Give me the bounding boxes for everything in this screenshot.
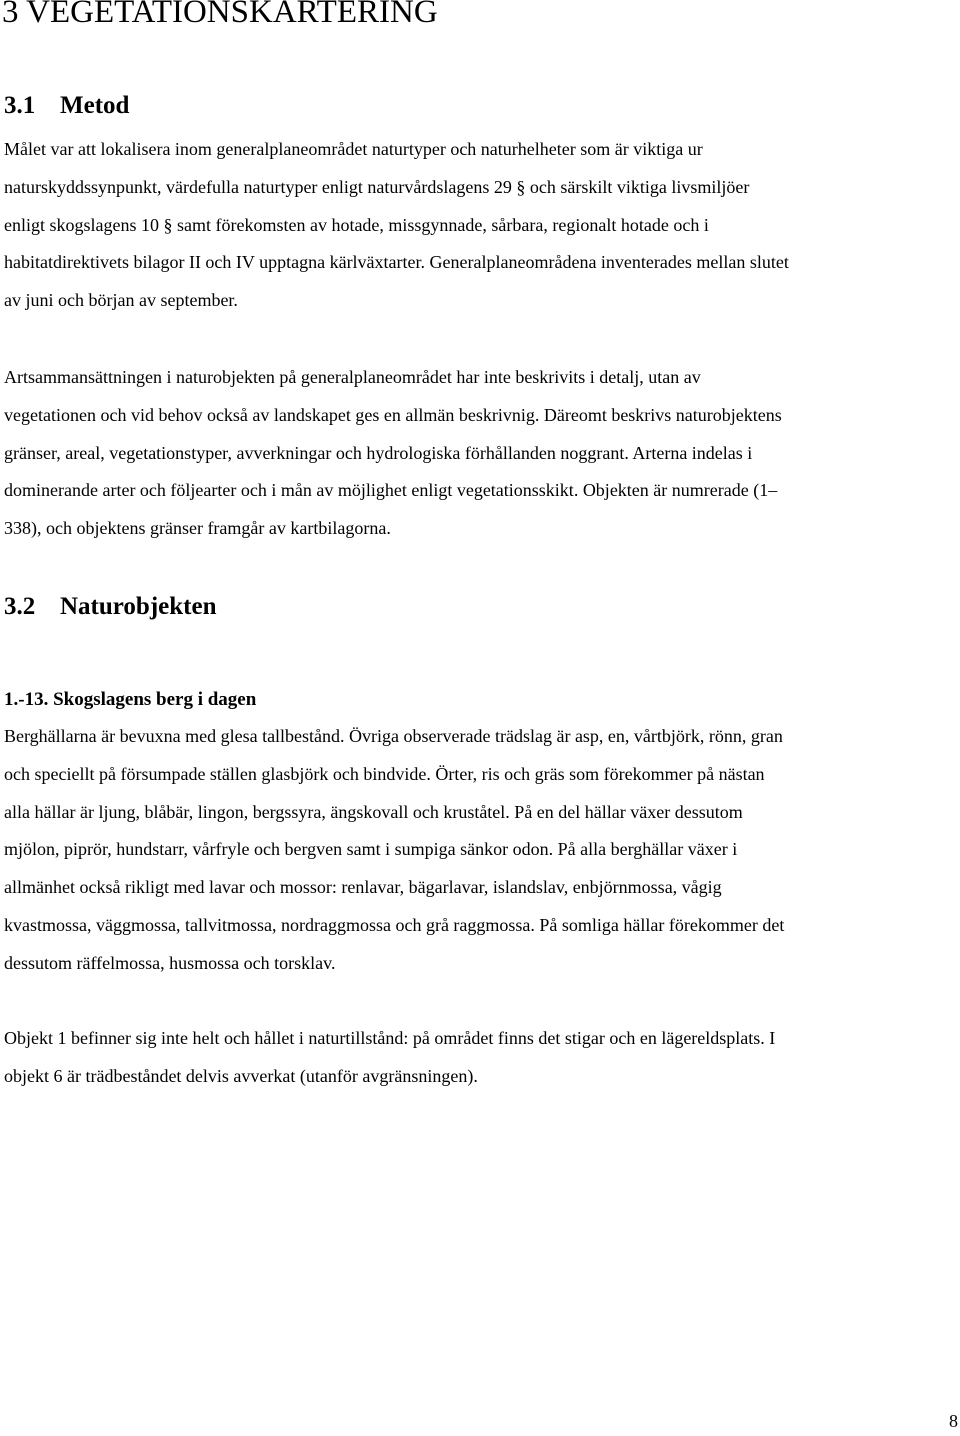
text-line: Artsammansättningen i naturobjekten på generalplaneområdet har inte beskrivits i detalj, utan av	[4, 367, 701, 387]
text-line: gränser, areal, vegetationstyper, avverkningar och hydrologiska förhållanden noggrant. Arterna indelas i	[4, 442, 753, 463]
section-title: Naturobjekten	[60, 593, 217, 620]
text-line: vegetationen och vid behov också av landskapet ges en allmän beskrivnig. Däreomt beskrivs naturobjektens	[4, 404, 782, 425]
text-line: enligt skogslagens 10 § samt förekomsten av hotade, missgynnade, sårbara, regionalt hotade och i	[4, 214, 709, 235]
text-line: kvastmossa, väggmossa, tallvitmossa, nordraggmossa och grå raggmossa. På somliga hällar förekommer det	[4, 914, 785, 935]
text-line: dominerande arter och följearter och i mån av möjlighet enligt vegetationsskikt. Objekten är numrerade (1–	[4, 480, 778, 501]
text-line: mjölon, piprör, hundstarr, vårfryle och bergven samt i sumpiga sänkor odon. På alla berghällar växer i	[4, 839, 738, 860]
text-line: och speciellt på försumpade ställen glasbjörk och bindvide. Örter, ris och gräs som förekommer på nästan	[4, 763, 765, 784]
chapter-heading: 3 VEGETATIONSKARTERING	[2, 0, 438, 30]
text-line: dessutom räffelmossa, husmossa och torsklav.	[4, 952, 336, 973]
text-line: 338), och objektens gränser framgår av kartbilagorna.	[4, 518, 391, 539]
section-title: Metod	[60, 92, 130, 119]
text-line: naturskyddssynpunkt, värdefulla naturtyper enligt naturvårdslagens 29 § och särskilt viktiga livsmiljöer	[4, 176, 750, 197]
subsection-heading: 1.-13. Skogslagens berg i dagen	[4, 689, 257, 710]
section-heading-method	[4, 89, 129, 123]
text-line: allmänhet också rikligt med lavar och mossor: renlavar, bägarlavar, islandslav, enbjörnmossa, vågig	[4, 877, 722, 898]
section-number: 3.1	[4, 92, 36, 119]
text-line: habitatdirektivets bilagor II och IV upptagna kärlväxtarter. Generalplaneområdena inventerades mellan slutet	[4, 252, 789, 273]
section-heading-objects	[4, 590, 216, 624]
objects-paragraph-1	[4, 718, 956, 983]
text-line: av juni och början av september.	[4, 290, 238, 311]
objects-paragraph-2	[4, 1020, 956, 1096]
text-line: Objekt 1 befinner sig inte helt och hållet i naturtillstånd: på området finns det stigar och en lägereldsplats. I	[4, 1028, 776, 1048]
method-paragraph-1	[4, 131, 956, 320]
text-line: objekt 6 är trädbeståndet delvis avverkat (utanför avgränsningen).	[4, 1065, 478, 1086]
text-line: alla hällar är ljung, blåbär, lingon, bergssyra, ängskovall och kruståtel. På en del hällar växer dessutom	[4, 801, 743, 822]
method-paragraph-2	[4, 359, 956, 548]
section-number: 3.2	[4, 593, 36, 620]
text-line: Målet var att lokalisera inom generalplaneområdet naturtyper och naturhelheter som är viktiga ur	[4, 139, 703, 159]
text-line: Berghällarna är bevuxna med glesa tallbestånd. Övriga observerade trädslag är asp, en, vårtbjörk, rönn, gran	[4, 726, 783, 746]
page-number: 8	[949, 1411, 958, 1431]
